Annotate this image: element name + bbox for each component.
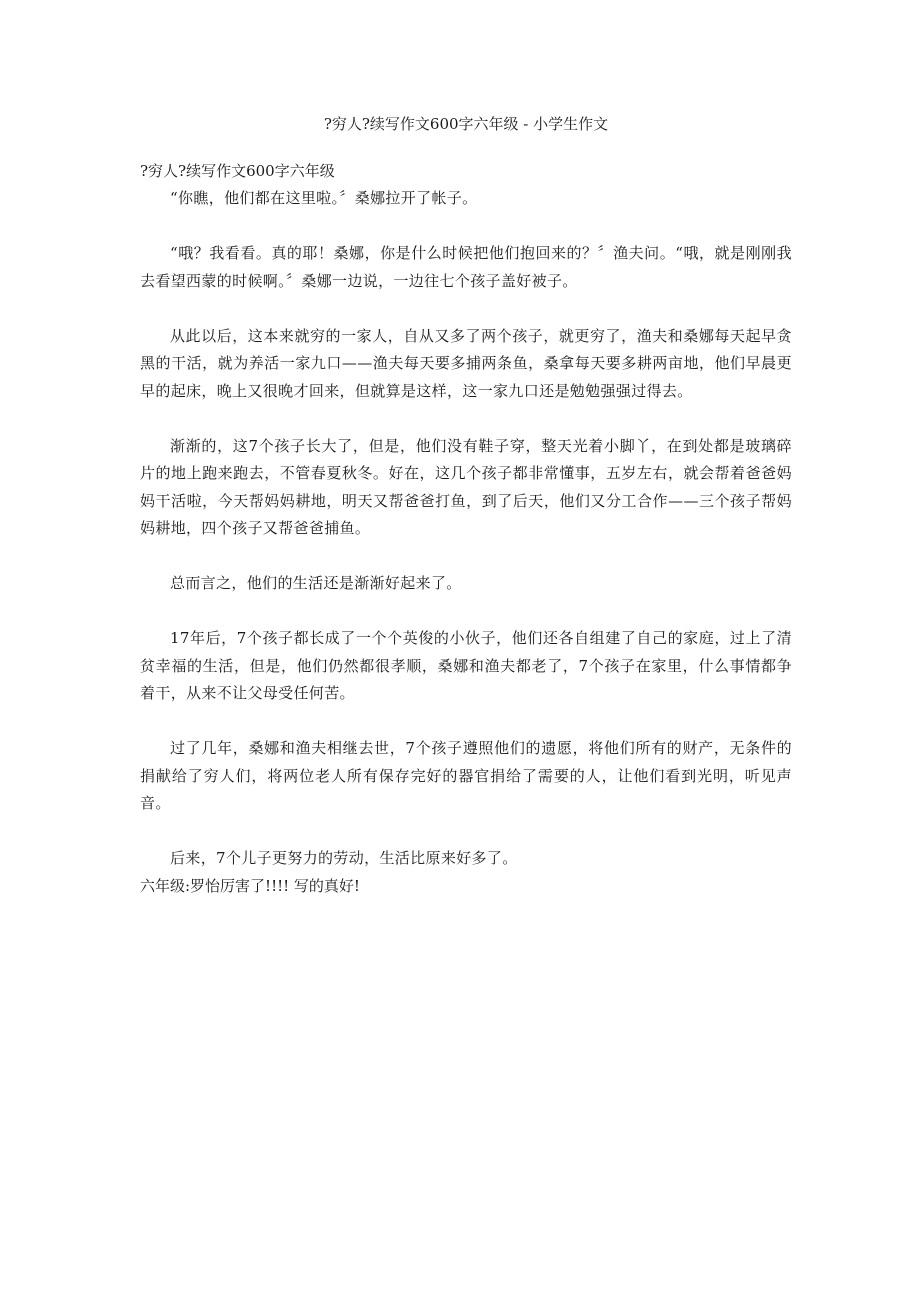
paragraph-2: “哦？我看看。真的耶！桑娜，你是什么时候把他们抱回来的？〞渔夫问。“哦，就是刚刚我去看望西蒙的时候啊。〞桑娜一边说，一边往七个孩子盖好被子。 [140, 244, 792, 290]
paragraph-7: 过了几年，桑娜和渔夫相继去世，7个孩子遵照他们的遗愿，将他们所有的财产，无条件的捐献给了穷人们，将两位老人所有保存完好的器官捐给了需要的人，让他们看到光明，听见声音。 [140, 739, 792, 812]
document-page [140, 112, 792, 900]
page-title: ?穷人?续写作文600字六年级 - 小学生作文 [323, 115, 609, 133]
essay-subtitle: ?穷人?续写作文600字六年级 [140, 162, 335, 180]
reader-comment: 六年级:罗怡厉害了!!!! 写的真好! [140, 876, 360, 895]
paragraph-5: 总而言之，他们的生活还是渐渐好起来了。 [170, 574, 462, 592]
paragraph-6: 17年后，7个孩子都长成了一个个英俊的小伙子，他们还各自组建了自己的家庭，过上了清贫幸福的生活，但是，他们仍然都很孝顺，桑娜和渔夫都老了，7个孩子在家里，什么事情都争着干，从来不让父母受任何苦。 [140, 629, 792, 702]
paragraph-8: 后来，7个儿子更努力的劳动，生活比原来好多了。 [170, 849, 518, 867]
paragraph-1: “你瞧，他们都在这里啦。〞桑娜拉开了帐子。 [170, 189, 478, 207]
paragraph-4: 渐渐的，这7个孩子长大了，但是，他们没有鞋子穿，整天光着小脚丫，在到处都是玻璃碎片的地上跑来跑去，不管春夏秋冬。好在，这几个孩子都非常懂事，五岁左右，就会帮着爸爸妈妈干活啦，今天帮妈妈耕地，明天又帮爸爸打鱼，到了后天，他们又分工合作——三个孩子帮妈妈耕地，四个孩子又帮爸爸捕鱼。 [140, 436, 792, 537]
paragraph-3: 从此以后，这本来就穷的一家人，自从又多了两个孩子，就更穷了，渔夫和桑娜每天起早贪黑的干活，就为养活一家九口——渔夫每天要多捕两条鱼，桑拿每天要多耕两亩地，他们早晨更早的起床，晚上又很晚才回来，但就算是这样，这一家九口还是勉勉强强过得去。 [140, 326, 792, 400]
